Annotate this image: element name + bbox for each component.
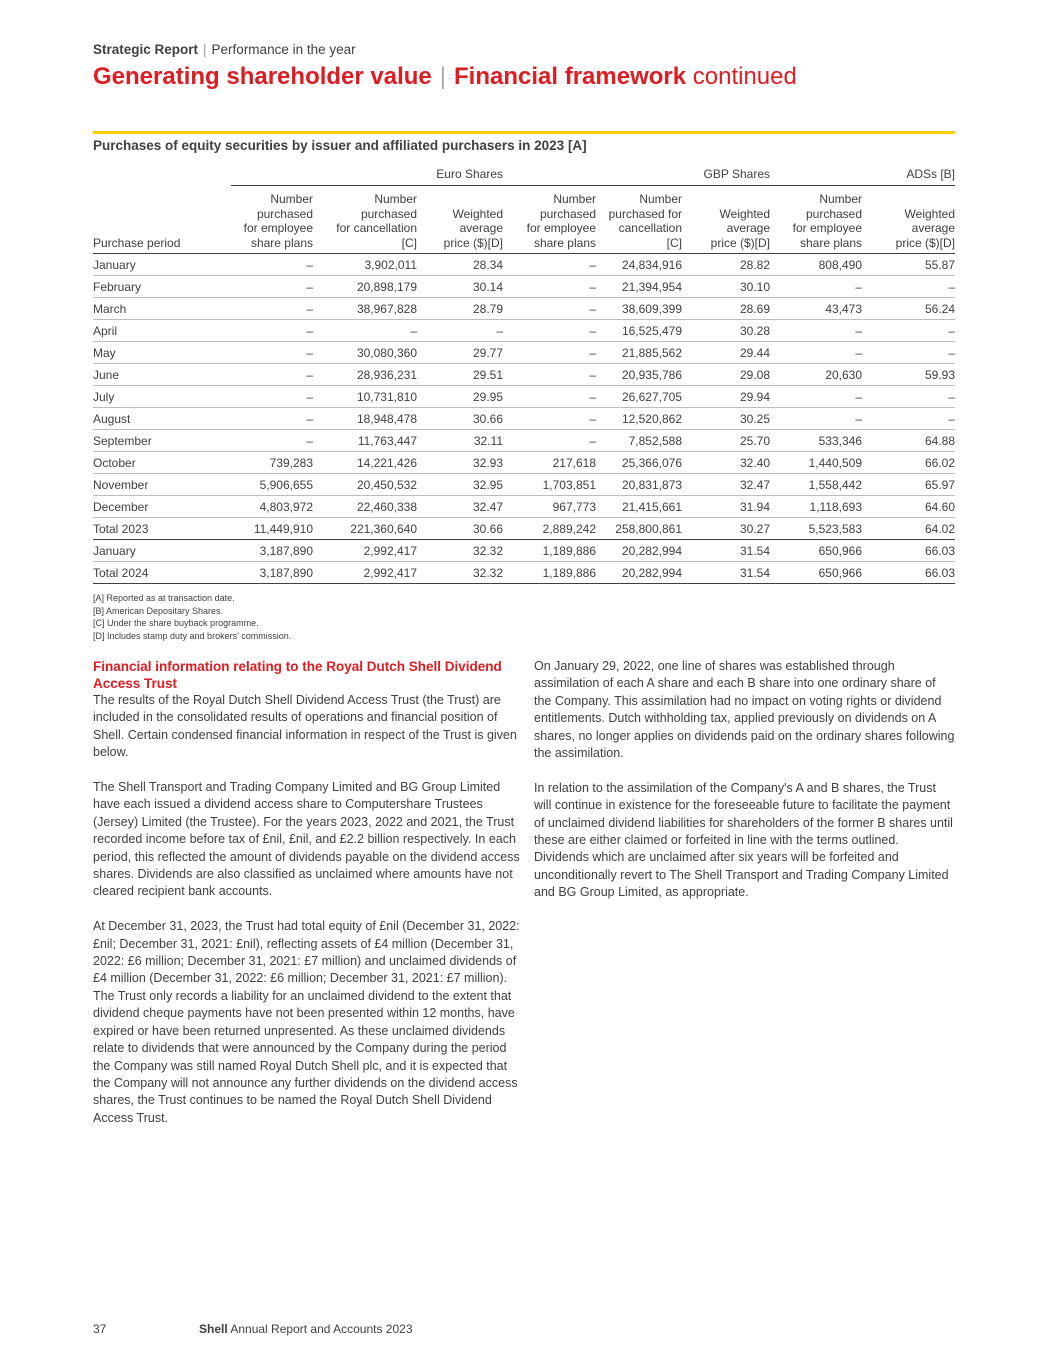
- table-cell: 16,525,479: [596, 320, 682, 342]
- table-cell: 32.47: [417, 496, 503, 518]
- table-cell: –: [770, 408, 862, 430]
- table-cell: 32.32: [417, 562, 503, 584]
- page-title: [93, 63, 797, 91]
- table-cell: 30.10: [682, 276, 770, 298]
- row-label-cell: January: [93, 540, 231, 562]
- footnote: [B] American Depositary Shares.: [93, 605, 224, 616]
- row-label-cell: June: [93, 364, 231, 386]
- table-row: [93, 342, 955, 364]
- group-header-gbp: GBP Shares: [503, 167, 770, 186]
- table-cell: –: [503, 364, 596, 386]
- table-cell: 30.14: [417, 276, 503, 298]
- table-cell: 2,992,417: [313, 540, 417, 562]
- table-cell: 32.93: [417, 452, 503, 474]
- section-divider: [93, 131, 955, 134]
- table-cell: 28.79: [417, 298, 503, 320]
- table-cell: –: [231, 298, 313, 320]
- column-header: Number purchased for employee share plans: [231, 186, 313, 254]
- table-cell: –: [231, 276, 313, 298]
- table-cell: 808,490: [770, 254, 862, 276]
- table-cell: 10,731,810: [313, 386, 417, 408]
- table-cell: 1,703,851: [503, 474, 596, 496]
- row-label-cell: August: [93, 408, 231, 430]
- trust-subheading: Financial information relating to the Royal Dutch Shell Dividend Access Trust: [93, 659, 502, 691]
- table-cell: 20,935,786: [596, 364, 682, 386]
- section-label: Strategic Report: [93, 42, 199, 57]
- table-cell: 20,450,532: [313, 474, 417, 496]
- section-breadcrumb: [93, 42, 356, 57]
- table-cell: 20,282,994: [596, 540, 682, 562]
- column-header: Weighted average price ($)[D]: [862, 186, 955, 254]
- table-cell: 1,189,886: [503, 562, 596, 584]
- paragraph: The results of the Royal Dutch Shell Dividend Access Trust (the Trust) are included in the consolidated results of operations and financial position of Shell. Certain condensed financial information in respect of the Trust is given below.: [93, 693, 517, 760]
- table-cell: –: [231, 364, 313, 386]
- table-cell: 14,221,426: [313, 452, 417, 474]
- table-cell: 28.34: [417, 254, 503, 276]
- paragraph: In relation to the assimilation of the Company's A and B shares, the Trust will continue in existence for the foreseeable future to facilitate the payment of unclaimed dividend liabilities for shareholders of the former B shares until these are either claimed or forfeited in line with the terms outlined. Dividends which are unclaimed after six years will be forfeited and unconditionally revert to The Shell Transport and Trading Company Limited and BG Group Limited, as appropriate.: [534, 780, 953, 900]
- row-label-cell: January: [93, 254, 231, 276]
- table-cell: 30.66: [417, 408, 503, 430]
- table-cell: –: [313, 320, 417, 342]
- table-row: [93, 298, 955, 320]
- page-number: 37: [93, 1322, 107, 1336]
- row-label-cell: February: [93, 276, 231, 298]
- group-header-euro: Euro Shares: [231, 167, 503, 186]
- table-cell: 59.93: [862, 364, 955, 386]
- table-cell: –: [862, 320, 955, 342]
- subsection-label: Performance in the year: [211, 42, 356, 57]
- table-cell: 1,440,509: [770, 452, 862, 474]
- table-cell: 65.97: [862, 474, 955, 496]
- table-cell: 64.60: [862, 496, 955, 518]
- table-column-header-row: [93, 186, 955, 254]
- table-cell: 217,618: [503, 452, 596, 474]
- page-title-suffix: continued: [692, 63, 797, 90]
- table-cell: 2,889,242: [503, 518, 596, 540]
- table-cell: 18,948,478: [313, 408, 417, 430]
- right-text-column: [534, 658, 955, 919]
- table-cell: –: [862, 408, 955, 430]
- table-cell: 21,394,954: [596, 276, 682, 298]
- title-separator: |: [439, 63, 447, 90]
- table-cell: –: [503, 320, 596, 342]
- breadcrumb-separator: |: [203, 42, 207, 57]
- table-cell: 38,609,399: [596, 298, 682, 320]
- table-cell: –: [770, 276, 862, 298]
- table-cell: 29.44: [682, 342, 770, 364]
- table-cell: –: [231, 386, 313, 408]
- table-cell: –: [770, 386, 862, 408]
- table-cell: 258,800,861: [596, 518, 682, 540]
- table-cell: 3,187,890: [231, 562, 313, 584]
- table-cell: 7,852,588: [596, 430, 682, 452]
- footnote: [C] Under the share buyback programme.: [93, 618, 259, 628]
- table-cell: 26,627,705: [596, 386, 682, 408]
- table-cell: 20,630: [770, 364, 862, 386]
- table-cell: –: [231, 342, 313, 364]
- table-cell: 3,902,011: [313, 254, 417, 276]
- table-cell: 22,460,338: [313, 496, 417, 518]
- paragraph: On January 29, 2022, one line of shares was established through assimilation of each A share and each B share into one ordinary share of the Company. This assimilation had no impact on voting rights or dividend entitlements. Dutch withholding tax, applied previously on dividends on A shares, no longer applies on dividends paid on the ordinary shares following the assimilation.: [534, 659, 955, 761]
- table-cell: 1,118,693: [770, 496, 862, 518]
- table-cell: 30.27: [682, 518, 770, 540]
- column-header: Number purchased for cancellation [C]: [313, 186, 417, 254]
- table-row: [93, 452, 955, 474]
- page-title-part1: Generating shareholder value: [93, 63, 432, 90]
- table-cell: 32.32: [417, 540, 503, 562]
- table-cell: 55.87: [862, 254, 955, 276]
- table-cell: –: [862, 342, 955, 364]
- table-cell: 30.25: [682, 408, 770, 430]
- table-row: [93, 364, 955, 386]
- table-row: [93, 386, 955, 408]
- table-row: [93, 474, 955, 496]
- table-cell: –: [231, 408, 313, 430]
- column-header: Number purchased for employee share plans: [503, 186, 596, 254]
- table-cell: –: [503, 298, 596, 320]
- table-cell: 30.28: [682, 320, 770, 342]
- table-cell: 4,803,972: [231, 496, 313, 518]
- table-cell: 30.66: [417, 518, 503, 540]
- table-row: [93, 320, 955, 342]
- table-cell: 5,906,655: [231, 474, 313, 496]
- table-cell: –: [231, 430, 313, 452]
- table-cell: –: [770, 320, 862, 342]
- table-cell: –: [862, 386, 955, 408]
- table-cell: 2,992,417: [313, 562, 417, 584]
- table-cell: 20,898,179: [313, 276, 417, 298]
- table-cell: 11,763,447: [313, 430, 417, 452]
- table-cell: 29.08: [682, 364, 770, 386]
- table-cell: 43,473: [770, 298, 862, 320]
- table-cell: 1,558,442: [770, 474, 862, 496]
- table-footnotes: [93, 592, 291, 642]
- table-cell: 25,366,076: [596, 452, 682, 474]
- table-cell: 32.47: [682, 474, 770, 496]
- table-cell: –: [503, 430, 596, 452]
- row-label-cell: Total 2023: [93, 518, 231, 540]
- table-cell: 12,520,862: [596, 408, 682, 430]
- table-cell: –: [231, 320, 313, 342]
- table-row: [93, 430, 955, 452]
- table-cell: 11,449,910: [231, 518, 313, 540]
- table-cell: 66.03: [862, 562, 955, 584]
- column-header: Weighted average price ($)[D]: [417, 186, 503, 254]
- table-cell: 21,415,661: [596, 496, 682, 518]
- table-row: [93, 518, 955, 540]
- table-cell: 25.70: [682, 430, 770, 452]
- table-group-header-row: [93, 167, 955, 186]
- table-cell: –: [503, 254, 596, 276]
- table-cell: 31.54: [682, 562, 770, 584]
- table-cell: 38,967,828: [313, 298, 417, 320]
- column-header: Number purchased for employee share plans: [770, 186, 862, 254]
- left-text-column: [93, 658, 521, 1145]
- table-cell: –: [503, 386, 596, 408]
- row-label-cell: May: [93, 342, 231, 364]
- row-label-cell: July: [93, 386, 231, 408]
- column-header: Number purchased for cancellation [C]: [596, 186, 682, 254]
- table-cell: 32.40: [682, 452, 770, 474]
- row-label-cell: December: [93, 496, 231, 518]
- table-cell: 5,523,583: [770, 518, 862, 540]
- row-label-cell: November: [93, 474, 231, 496]
- table-title: Purchases of equity securities by issuer and affiliated purchasers in 2023 [A]: [93, 138, 587, 153]
- column-header: Weighted average price ($)[D]: [682, 186, 770, 254]
- table-cell: –: [503, 276, 596, 298]
- table-cell: 31.94: [682, 496, 770, 518]
- table-cell: 533,346: [770, 430, 862, 452]
- table-cell: 29.95: [417, 386, 503, 408]
- table-row: [93, 408, 955, 430]
- footer-publication: Annual Report and Accounts 2023: [230, 1322, 413, 1336]
- table-cell: 967,773: [503, 496, 596, 518]
- row-label-cell: Total 2024: [93, 562, 231, 584]
- row-label-cell: September: [93, 430, 231, 452]
- table-cell: 21,885,562: [596, 342, 682, 364]
- table-cell: 32.11: [417, 430, 503, 452]
- table-cell: 29.94: [682, 386, 770, 408]
- table-cell: 24,834,916: [596, 254, 682, 276]
- table-cell: –: [417, 320, 503, 342]
- table-row: [93, 540, 955, 562]
- table-row: [93, 562, 955, 584]
- table-cell: –: [231, 254, 313, 276]
- table-cell: 66.02: [862, 452, 955, 474]
- paragraph: At December 31, 2023, the Trust had total equity of £nil (December 31, 2022: £nil; December 31, 2021: £nil), reflecting assets of £4 million (December 31, 2022: £6 million; December 31, 2021: £7 million) and unclaimed dividends of £4 million (December 31, 2022: £6 million; December 31, 2021: £7 million). The Trust only records a liability for an unclaimed dividend to the extent that dividend cheque payments have not been presented within 12 months, have expired or have been returned unpresented. As these unclaimed dividends relate to dividends that were announced by the Company during the period the Company was still named Royal Dutch Shell plc, and it is expected that the Company will not announce any further dividends on the dividend access shares, the Trust continues to be named the Royal Dutch Shell Dividend Access Trust.: [93, 919, 520, 1125]
- row-label-cell: October: [93, 452, 231, 474]
- equity-purchases-table: [93, 167, 955, 584]
- table-cell: 29.77: [417, 342, 503, 364]
- table-cell: 20,282,994: [596, 562, 682, 584]
- table-cell: 20,831,873: [596, 474, 682, 496]
- group-header-ads: ADSs [B]: [770, 167, 955, 186]
- table-cell: 650,966: [770, 540, 862, 562]
- table-body: [93, 254, 955, 584]
- table-row: [93, 276, 955, 298]
- paragraph: The Shell Transport and Trading Company Limited and BG Group Limited have each issued a dividend access share to Computershare Trustees (Jersey) Limited (the Trustee). For the years 2023, 2022 and 2021, the Trust recorded income before tax of £nil, £nil, and £2.2 billion respectively. In each period, this reflected the amount of dividends payable on the dividend access shares. Dividends are also classified as unclaimed where amounts have not cleared recipient bank accounts.: [93, 780, 520, 899]
- table-cell: 66.03: [862, 540, 955, 562]
- table-row: [93, 496, 955, 518]
- table-cell: 31.54: [682, 540, 770, 562]
- table-cell: 29.51: [417, 364, 503, 386]
- table-cell: –: [503, 342, 596, 364]
- table-cell: 28,936,231: [313, 364, 417, 386]
- page-footer: [93, 1322, 413, 1336]
- table-cell: –: [503, 408, 596, 430]
- table-row: [93, 254, 955, 276]
- table-cell: 56.24: [862, 298, 955, 320]
- row-label-cell: March: [93, 298, 231, 320]
- table-cell: 28.82: [682, 254, 770, 276]
- table-cell: 30,080,360: [313, 342, 417, 364]
- table-cell: 32.95: [417, 474, 503, 496]
- table-cell: –: [770, 342, 862, 364]
- table-cell: 64.02: [862, 518, 955, 540]
- table-cell: 221,360,640: [313, 518, 417, 540]
- column-header: Purchase period: [93, 186, 231, 254]
- table-cell: 739,283: [231, 452, 313, 474]
- row-label-cell: April: [93, 320, 231, 342]
- table-cell: 1,189,886: [503, 540, 596, 562]
- page-title-part2: Financial framework: [454, 63, 687, 90]
- footnote: [A] Reported as at transaction date.: [93, 593, 235, 603]
- table-cell: 64.88: [862, 430, 955, 452]
- footer-brand: Shell: [199, 1322, 228, 1336]
- table-cell: 28.69: [682, 298, 770, 320]
- table-cell: 650,966: [770, 562, 862, 584]
- table-cell: 3,187,890: [231, 540, 313, 562]
- footnote: [D] Includes stamp duty and brokers' commission.: [93, 630, 292, 641]
- table-cell: –: [862, 276, 955, 298]
